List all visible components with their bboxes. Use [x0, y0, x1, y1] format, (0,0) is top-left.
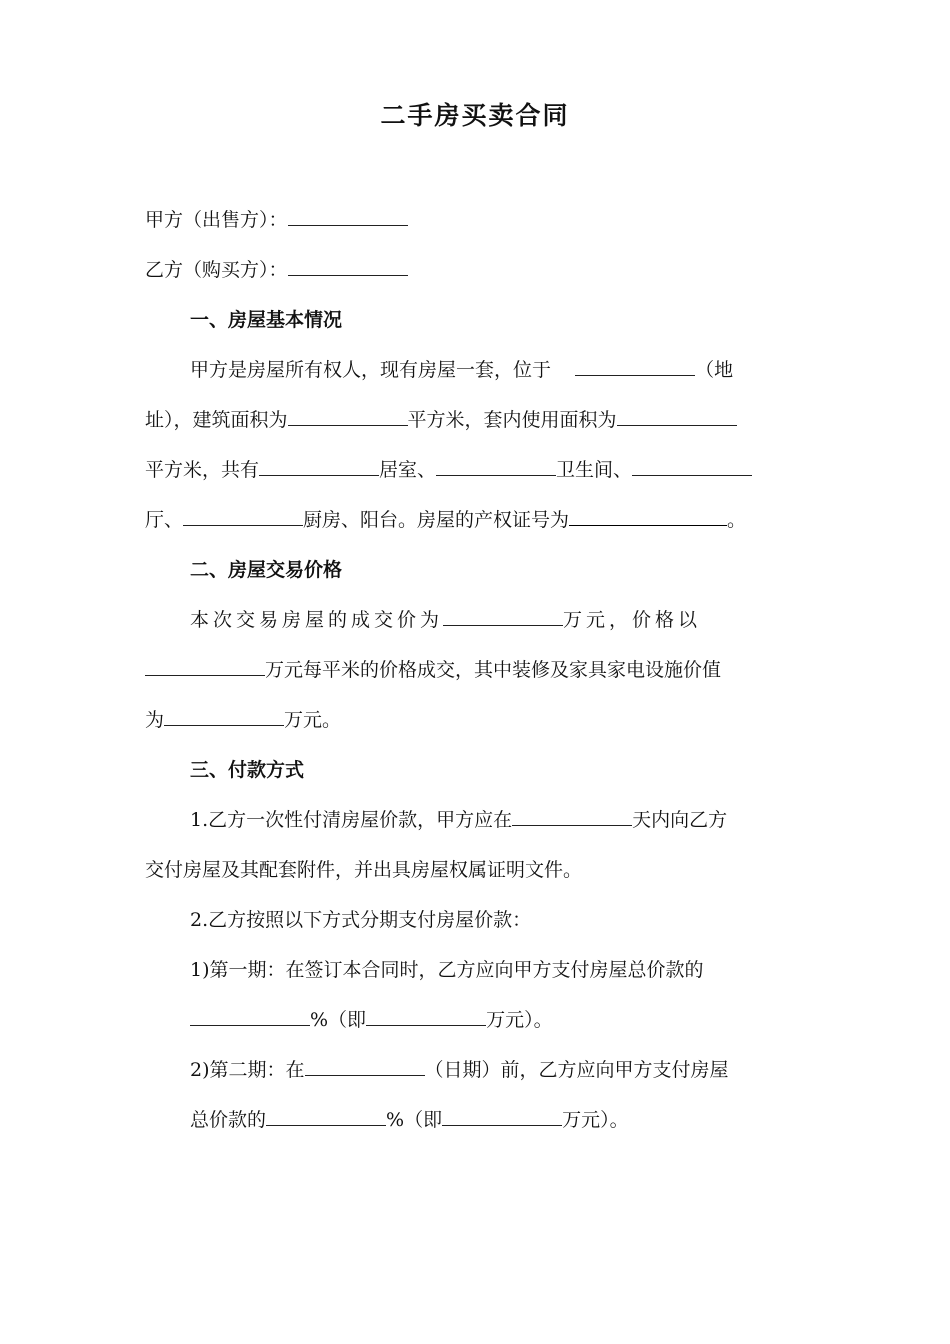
text: 厅、 — [145, 509, 184, 531]
text: 为 — [145, 709, 165, 731]
text: 万元每平米的价格成交，其中装修及家具家电设施价值 — [265, 659, 722, 681]
section-2-heading: 二、房屋交易价格 — [190, 559, 343, 581]
text: 万元）。 — [562, 1109, 629, 1131]
total-price-blank[interactable] — [443, 607, 563, 626]
text: 居室、 — [379, 459, 437, 481]
text: 平方米，共有 — [145, 459, 260, 481]
usable-area-blank[interactable] — [617, 407, 737, 426]
text: 万元。 — [284, 709, 342, 731]
section-2-line-2 — [145, 655, 807, 685]
second-installment-percent-blank[interactable] — [266, 1107, 386, 1126]
first-installment-amount-blank[interactable] — [366, 1007, 486, 1026]
text: 本次交易房屋的成交价为 — [190, 609, 444, 631]
text: 总价款的 — [190, 1109, 267, 1131]
party-b-blank[interactable] — [288, 257, 408, 276]
certificate-number-blank[interactable] — [569, 507, 727, 526]
section-3-line-7 — [190, 1105, 807, 1135]
section-2-line-3 — [145, 705, 807, 735]
first-installment-percent-blank[interactable] — [190, 1007, 310, 1026]
party-a-label: 甲方（出售方）： — [145, 209, 288, 231]
text: 甲方是房屋所有权人，现有房屋一套，位于 — [190, 359, 552, 381]
section-1-line-4 — [145, 505, 807, 535]
party-b-line — [145, 255, 807, 285]
text: 平方米，套内使用面积为 — [407, 409, 617, 431]
party-b-label: 乙方（购买方）： — [145, 259, 288, 281]
section-1-line-1 — [190, 355, 807, 385]
section-3-line-6 — [190, 1055, 807, 1085]
hall-count-blank[interactable] — [632, 457, 752, 476]
section-3-line-4: 1)第一期：在签订本合同时，乙方应向甲方支付房屋总价款的 — [190, 959, 704, 981]
document-title: 二手房买卖合同 — [380, 101, 570, 130]
text: 万元）。 — [486, 1009, 553, 1031]
section-1-line-3 — [145, 455, 807, 485]
text: 1.乙方一次性付清房屋价款，甲方应在 — [190, 809, 513, 831]
section-1-line-2 — [145, 405, 807, 435]
section-2-line-1 — [190, 605, 807, 635]
party-a-blank[interactable] — [288, 207, 408, 226]
bedroom-count-blank[interactable] — [259, 457, 379, 476]
second-installment-amount-blank[interactable] — [442, 1107, 562, 1126]
text: 。 — [727, 509, 747, 531]
furnishing-value-blank[interactable] — [164, 707, 284, 726]
text: 址），建筑面积为 — [145, 409, 288, 431]
text: 2)第二期：在 — [190, 1059, 305, 1081]
text: 厨房、阳台。房屋的产权证号为 — [303, 509, 570, 531]
building-area-blank[interactable] — [288, 407, 408, 426]
section-3-line-1 — [190, 805, 807, 835]
text: （地 — [695, 359, 734, 381]
text: %（即 — [310, 1009, 367, 1031]
unit-price-blank[interactable] — [145, 657, 265, 676]
section-3-heading: 三、付款方式 — [190, 759, 305, 781]
text: 天内向乙方 — [632, 809, 728, 831]
text: 卫生间、 — [556, 459, 633, 481]
section-3-line-3: 2.乙方按照以下方式分期支付房屋价款： — [190, 909, 532, 931]
section-3-line-5 — [190, 1005, 807, 1035]
section-3-line-2: 交付房屋及其配套附件，并出具房屋权属证明文件。 — [145, 859, 583, 881]
address-blank[interactable] — [575, 357, 695, 376]
text: 万元，价格以 — [563, 609, 702, 631]
section-1-heading: 一、房屋基本情况 — [190, 309, 343, 331]
text: （日期）前，乙方应向甲方支付房屋 — [424, 1059, 729, 1081]
text: %（即 — [386, 1109, 443, 1131]
delivery-days-blank[interactable] — [512, 807, 632, 826]
second-installment-date-blank[interactable] — [305, 1057, 425, 1076]
party-a-line — [145, 205, 807, 235]
kitchen-count-blank[interactable] — [183, 507, 303, 526]
bathroom-count-blank[interactable] — [436, 457, 556, 476]
